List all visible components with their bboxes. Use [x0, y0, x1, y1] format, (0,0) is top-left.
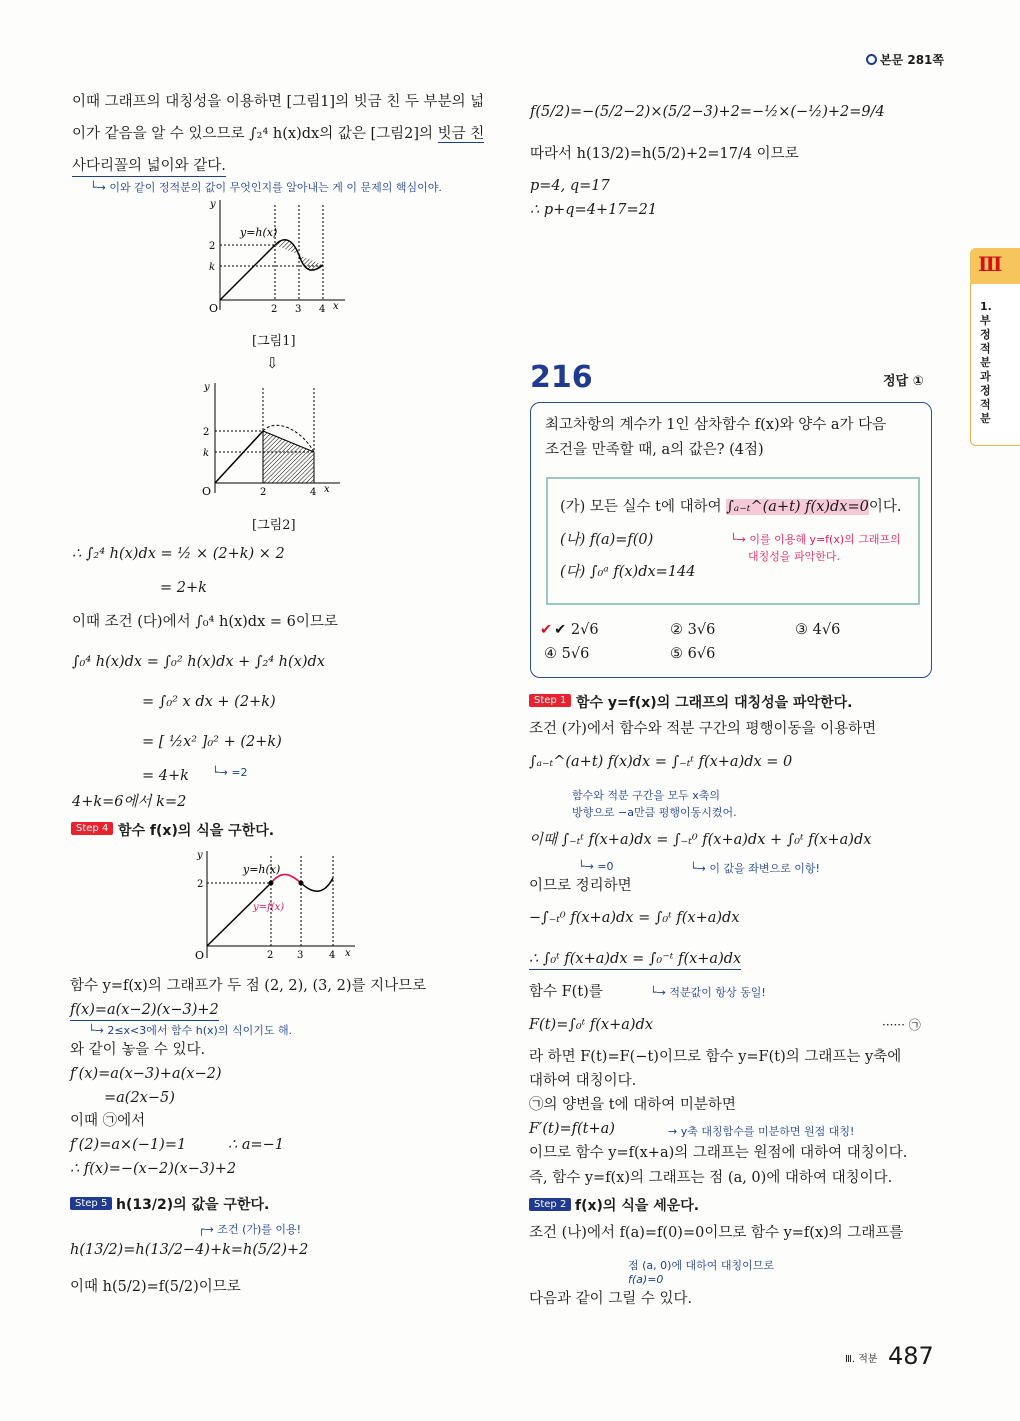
- left-l18: 이때 h(5/2)=f(5/2)이므로: [70, 1279, 241, 1295]
- fig1-x4: 4: [319, 304, 326, 315]
- left-p2: [72, 124, 484, 144]
- fig1-x3: 3: [295, 304, 302, 315]
- condition-na: (나) f(a)=f(0): [560, 532, 654, 548]
- note-core: └→ 이와 같이 정적분의 값이 무엇인지를 알아내는 게 이 문제의 핵심이야.: [90, 181, 442, 194]
- note-origin-sym: → y축 대칭함수를 미분하면 원점 대칭!: [668, 1125, 855, 1138]
- question-line-2: 조건을 만족할 때, a의 값은? (4점): [545, 442, 764, 458]
- right-r3: p=4, q=17: [530, 178, 610, 194]
- fig3-x4: 4: [329, 950, 336, 961]
- left-l4: ∫₀⁴ h(x)dx = ∫₀² h(x)dx + ∫₂⁴ h(x)dx: [72, 654, 325, 670]
- circle-bullet-icon: [866, 54, 877, 65]
- right-s7: 함수 F(t)를: [529, 984, 603, 1000]
- fig2-y2: 2: [203, 427, 210, 438]
- left-l9: 함수 y=f(x)의 그래프가 두 점 (2, 2), (3, 2)를 지나므로: [70, 978, 427, 994]
- step2-title: f(x)의 식을 세운다.: [575, 1198, 700, 1214]
- step2-badge: Step 2: [529, 1198, 571, 1211]
- left-l17: h(13/2)=h(13/2−4)+k=h(5/2)+2: [70, 1242, 309, 1258]
- figure-2-caption: [그림2]: [252, 518, 296, 533]
- fig3-xlabel: x: [345, 948, 351, 959]
- question-line-1: 최고차항의 계수가 1인 삼차함수 f(x)와 양수 a가 다음: [545, 417, 887, 433]
- fig2-yk: k: [203, 448, 210, 459]
- answer-label: 정답 ①: [883, 374, 924, 389]
- figure-1-caption: [그림1]: [252, 334, 296, 349]
- fig1-func: y=h(x): [240, 226, 278, 239]
- fig2-ylabel: y: [204, 382, 210, 393]
- right-s16: 다음과 같이 그릴 수 있다.: [529, 1291, 693, 1307]
- down-arrow-icon: ⇩: [266, 354, 279, 372]
- right-r2: 따라서 h(13/2)=h(5/2)+2=17/4 이므로: [530, 146, 799, 162]
- fig3-y2: 2: [197, 879, 204, 890]
- fig3-ylabel: y: [197, 850, 203, 861]
- left-l15: f′(2)=a×(−1)=1: [70, 1137, 187, 1153]
- fig2-xlabel: x: [324, 484, 330, 495]
- note-point-sym: 점 (a, 0)에 대하여 대칭이므로: [628, 1259, 775, 1272]
- condition-ga-end: 이다.: [868, 499, 902, 515]
- right-s3: 이때 ∫₋ₜᵗ f(x+a)dx = ∫₋ₜ⁰ f(x+a)dx + ∫₀ᵗ f(x+a)dx: [529, 832, 872, 848]
- note-same: └→ 적분값이 항상 동일!: [650, 986, 766, 999]
- right-s13: 이므로 함수 y=f(x+a)의 그래프는 원점에 대하여 대칭이다.: [529, 1145, 908, 1161]
- step1-badge: Step 1: [529, 694, 571, 707]
- note-eq2: └→ =2: [212, 766, 248, 779]
- left-l15b: ∴ a=−1: [228, 1137, 285, 1153]
- fig3-origin: O: [195, 949, 205, 962]
- right-s11: ㉠의 양변을 t에 대하여 미분하면: [529, 1097, 736, 1113]
- left-p2a: 이가 같음을 알 수 있으므로 ∫₂⁴ h(x)dx의 값은 [그림2]의: [72, 126, 438, 142]
- note-shift-2: 방향으로 −a만큼 평행이동시켰어.: [572, 806, 737, 819]
- choice-1-text: ✔ 2√6: [554, 622, 599, 638]
- left-l6: = [ ½x² ]₀² + (2+k): [142, 734, 282, 750]
- fig3-x3: 3: [297, 950, 304, 961]
- right-s15: 조건 (나)에서 f(a)=f(0)=0이므로 함수 y=f(x)의 그래프를: [529, 1225, 904, 1241]
- step5-title: h(13/2)의 값을 구한다.: [116, 1197, 270, 1213]
- fig2-x4: 4: [310, 487, 317, 498]
- note-zero: └→ =0: [578, 860, 614, 873]
- fig1-ylabel: y: [210, 199, 216, 210]
- note-symmetry: └→ 이를 이용해 y=f(x)의 그래프의: [730, 533, 901, 546]
- left-l8: 4+k=6에서 k=2: [72, 794, 187, 810]
- note-symmetry-2: 대칭성을 파악한다.: [748, 550, 841, 563]
- figure-1-graph: [195, 195, 355, 320]
- fig1-xlabel: x: [333, 301, 339, 312]
- right-s4: 이므로 정리하면: [529, 878, 632, 894]
- step4-title: 함수 f(x)의 식을 구한다.: [118, 823, 275, 839]
- right-s6: ∴ ∫₀ᵗ f(x+a)dx = ∫₀⁻ᵗ f(x+a)dx: [529, 949, 741, 970]
- choice-3[interactable]: ③ 4√6: [795, 622, 841, 638]
- condition-ga: [560, 497, 902, 517]
- right-s9: 라 하면 F(t)=F(−t)이므로 함수 y=F(t)의 그래프는 y축에: [529, 1049, 902, 1065]
- check-icon: ✔: [540, 622, 553, 638]
- fig1-y2: 2: [209, 241, 216, 252]
- left-l11: 와 같이 놓을 수 있다.: [70, 1042, 206, 1058]
- fig2-origin: O: [202, 485, 212, 498]
- choice-2[interactable]: ② 3√6: [670, 622, 716, 638]
- choice-1[interactable]: [540, 620, 599, 640]
- left-l3: 이때 조건 (다)에서 ∫₀⁴ h(x)dx = 6이므로: [72, 614, 338, 630]
- choice-5[interactable]: ⑤ 6√6: [670, 646, 716, 662]
- right-s2: ∫ₐ₋ₜ^(a+t) f(x)dx = ∫₋ₜᵗ f(x+a)dx = 0: [529, 754, 793, 770]
- right-r4: ∴ p+q=4+17=21: [530, 202, 658, 218]
- fig2-x2: 2: [260, 487, 267, 498]
- fig3-func-h: y=h(x): [243, 863, 281, 876]
- left-l10: f(x)=a(x−2)(x−3)+2: [70, 1000, 219, 1021]
- condition-da: (다) ∫₀ᵃ f(x)dx=144: [560, 564, 696, 580]
- left-l13: =a(2x−5): [104, 1090, 175, 1106]
- left-l14: 이때 ㉠에서: [70, 1113, 146, 1129]
- choice-4[interactable]: ④ 5√6: [544, 646, 590, 662]
- left-l5: = ∫₀² x dx + (2+k): [142, 694, 276, 710]
- page-reference: [866, 50, 944, 70]
- fig1-yk: k: [209, 262, 216, 273]
- note-h-formula: └→ 2≤x<3에서 함수 h(x)의 식이기도 해.: [88, 1024, 293, 1037]
- right-s5: −∫₋ₜ⁰ f(x+a)dx = ∫₀ᵗ f(x+a)dx: [529, 910, 740, 926]
- right-s1: 조건 (가)에서 함수와 적분 구간의 평행이동을 이용하면: [529, 721, 877, 737]
- chapter-title: 1.부정적분과정적분: [980, 300, 992, 425]
- page-ref-text: 본문 281쪽: [880, 53, 945, 67]
- page-number: 487: [888, 1342, 934, 1370]
- figure-2-graph: [190, 378, 350, 500]
- left-l1: ∴ ∫₂⁴ h(x)dx = ½ × (2+k) × 2: [72, 546, 285, 562]
- fig1-origin: O: [209, 302, 219, 315]
- fig3-x2: 2: [267, 950, 274, 961]
- left-p3: 사다리꼴의 넓이와 같다.: [72, 156, 226, 177]
- left-l2: = 2+k: [160, 580, 207, 596]
- fig1-x2: 2: [271, 304, 278, 315]
- left-l7: = 4+k: [142, 768, 189, 784]
- chapter-number: Ⅲ: [978, 252, 1003, 276]
- figure-3-graph: [185, 848, 360, 963]
- left-l12: f′(x)=a(x−3)+a(x−2): [70, 1066, 222, 1082]
- left-l16: ∴ f(x)=−(x−2)(x−3)+2: [70, 1161, 237, 1177]
- left-p2b: 빗금 친: [437, 126, 485, 142]
- problem-number: 216: [530, 360, 593, 395]
- note-condition: ┌→ 조건 (가)를 이용!: [198, 1223, 302, 1236]
- right-s10: 대하여 대칭이다.: [529, 1073, 637, 1089]
- note-fa-zero: f(a)=0: [628, 1273, 664, 1286]
- note-shift-1: 함수와 적분 구간을 모두 x축의: [572, 789, 721, 802]
- condition-ga-integral: ∫ₐ₋ₜ^(a+t) f(x)dx=0: [726, 499, 869, 515]
- step4-badge: Step 4: [71, 822, 113, 835]
- note-move: └→ 이 값을 좌변으로 이항!: [690, 862, 820, 875]
- right-s14: 즉, 함수 y=f(x)의 그래프는 점 (a, 0)에 대하여 대칭이다.: [529, 1170, 893, 1186]
- right-s12: F′(t)=f(t+a): [529, 1121, 615, 1137]
- step5-badge: Step 5: [70, 1197, 112, 1210]
- condition-ga-text: (가) 모든 실수 t에 대하여: [560, 499, 727, 515]
- right-s8-mark: ······ ㉠: [882, 1018, 921, 1032]
- footer-section: Ⅲ. 적분: [845, 1354, 878, 1365]
- right-r1: f(5/2)=−(5/2−2)×(5/2−3)+2=−½×(−½)+2=9/4: [530, 104, 885, 120]
- fig3-func-f: y=f(x): [253, 902, 285, 913]
- left-p1: 이때 그래프의 대칭성을 이용하면 [그림1]의 빗금 친 두 부분의 넓: [72, 94, 485, 110]
- step1-title: 함수 y=f(x)의 그래프의 대칭성을 파악한다.: [576, 695, 853, 711]
- right-s8: F(t)=∫₀ᵗ f(x+a)dx: [529, 1017, 654, 1033]
